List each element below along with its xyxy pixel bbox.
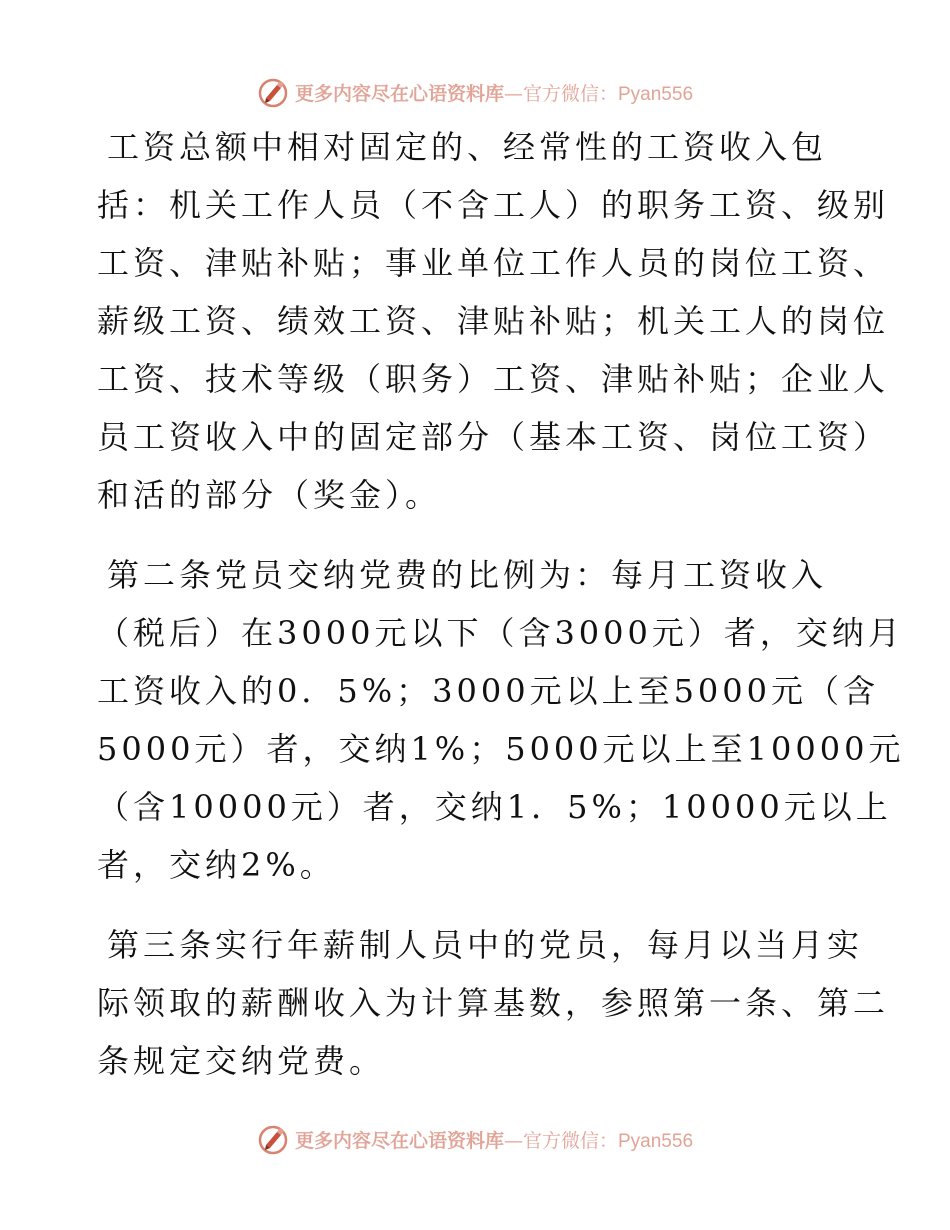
- text-line: 条规定交纳党费。: [97, 1042, 386, 1080]
- watermark-contact: 官方微信：Pyan556: [523, 1130, 694, 1152]
- watermark-contact: 官方微信：Pyan556: [523, 83, 694, 105]
- header-watermark: [0, 72, 950, 112]
- watermark-logo-icon: [257, 1123, 289, 1155]
- text-line: （税后）在3000元以下（含3000元）者，交纳月: [97, 614, 904, 652]
- footer-watermark: [0, 1119, 950, 1159]
- watermark-text: 更多内容尽在心语资料库: [294, 82, 504, 105]
- text-line: 工资、技术等级（职务）工资、津贴补贴；企业人: [97, 360, 890, 398]
- text-line: 和活的部分（奖金）。: [97, 476, 442, 514]
- text-line: 薪级工资、绩效工资、津贴补贴；机关工人的岗位: [97, 302, 890, 340]
- watermark-dash: —: [504, 1129, 523, 1152]
- text-line: 际领取的薪酬收入为计算基数，参照第一条、第二: [97, 984, 890, 1022]
- document-body: [97, 118, 905, 1112]
- text-line: 5000元）者，交纳1%；5000元以上至10000元: [97, 730, 905, 768]
- watermark-dash: —: [504, 82, 523, 105]
- text-line: 括：机关工作人员（不含工人）的职务工资、级别: [97, 186, 890, 224]
- text-line: 第二条党员交纳党费的比例为：每月工资收入: [107, 556, 828, 594]
- watermark-logo-icon: [257, 76, 289, 108]
- text-line: 员工资收入中的固定部分（基本工资、岗位工资）: [97, 418, 890, 456]
- text-line: （含10000元）者，交纳1．5%；10000元以上: [97, 788, 892, 826]
- paragraph-3: [97, 916, 890, 1090]
- text-line: 工资收入的0．5%；3000元以上至5000元（含: [97, 672, 880, 710]
- paragraph-2: [97, 546, 905, 894]
- text-line: 第三条实行年薪制人员中的党员，每月以当月实: [107, 926, 864, 964]
- paragraph-1: [97, 118, 890, 524]
- text-line: 工资、津贴补贴；事业单位工作人员的岗位工资、: [97, 244, 890, 282]
- watermark-text: 更多内容尽在心语资料库: [294, 1129, 504, 1152]
- text-line: 者，交纳2%。: [97, 846, 336, 884]
- text-line: 工资总额中相对固定的、经常性的工资收入包: [107, 128, 828, 166]
